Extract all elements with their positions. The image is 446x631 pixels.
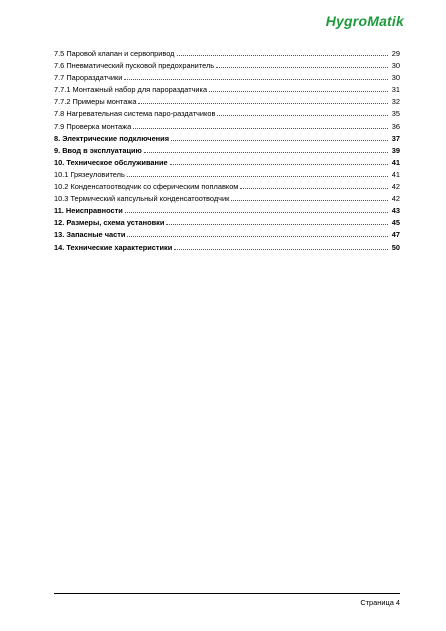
toc-leader-dots — [125, 204, 388, 213]
toc-entry-page: 31 — [391, 85, 400, 95]
toc-entry-page: 35 — [391, 109, 400, 119]
toc-leader-dots — [240, 180, 388, 189]
toc-entry-title: 7.9 Проверка монтажа — [54, 121, 132, 131]
toc-entry-title: 11. Неисправности — [54, 206, 123, 216]
toc-entry-page: 29 — [391, 49, 400, 58]
toc-entry[interactable] — [54, 204, 400, 216]
toc-entry-page: 42 — [391, 194, 400, 204]
toc-entry-page: 41 — [391, 169, 400, 179]
toc-leader-dots — [127, 228, 388, 237]
toc-entry[interactable] — [54, 180, 400, 192]
toc-entry-title: 13. Запасные части — [54, 230, 126, 240]
toc-entry-title: 10.3 Термический капсульный конденсатоотводчик — [54, 194, 230, 204]
logo-part-hygro: Hygro — [325, 13, 368, 29]
toc-entry-title: 9. Ввод в эксплуатацию — [54, 145, 142, 155]
hygromatik-logo — [326, 13, 404, 29]
toc-entry-title: 7.6 Пневматический пусковой предохранитель — [54, 61, 215, 71]
toc-entry-page: 45 — [391, 218, 400, 228]
toc-entry-page: 50 — [391, 242, 400, 252]
toc-entry[interactable] — [54, 228, 400, 240]
toc-entry-title: 8. Электрические подключения — [54, 133, 170, 143]
toc-leader-dots — [166, 216, 388, 225]
toc-entry-page: 47 — [391, 230, 400, 240]
toc-entry-title: 10. Техническое обслуживание — [54, 157, 168, 167]
toc-leader-dots — [144, 144, 388, 153]
toc-leader-dots — [170, 156, 388, 165]
toc-entry[interactable] — [54, 95, 400, 107]
toc-entry[interactable] — [54, 59, 400, 71]
toc-leader-dots — [231, 192, 388, 201]
logo-part-matik: Matik — [367, 13, 404, 29]
toc-entry-page: 41 — [391, 157, 400, 167]
toc-entry[interactable] — [54, 83, 400, 95]
toc-entry[interactable] — [54, 107, 400, 119]
toc-leader-dots — [209, 83, 388, 92]
toc-entry-title: 10.1 Грязеуловитель — [54, 169, 125, 179]
toc-entry[interactable] — [54, 47, 400, 59]
toc-entry-page: 42 — [391, 182, 400, 192]
toc-entry-page: 32 — [391, 97, 400, 107]
toc-entry[interactable] — [54, 71, 400, 83]
toc-entry-page: 37 — [391, 133, 400, 143]
toc-entry-page: 43 — [391, 206, 400, 216]
toc-entry-page: 36 — [391, 121, 400, 131]
toc-leader-dots — [138, 95, 388, 104]
toc-entry-title: 7.7.2 Примеры монтажа — [54, 97, 137, 107]
toc-entry[interactable] — [54, 241, 400, 253]
toc-entry[interactable] — [54, 192, 400, 204]
toc-entry-title: 14. Технические характеристики — [54, 242, 173, 252]
toc-entry[interactable] — [54, 156, 400, 168]
toc-leader-dots — [133, 120, 388, 129]
footer-divider — [54, 593, 400, 594]
toc-leader-dots — [216, 59, 388, 68]
toc-leader-dots — [124, 71, 388, 80]
toc-leader-dots — [174, 241, 388, 250]
toc-entry[interactable] — [54, 168, 400, 180]
toc-leader-dots — [177, 47, 389, 56]
toc-entry-page: 30 — [391, 73, 400, 83]
toc-entry-title: 10.2 Конденсатоотводчик со сферическим поплавком — [54, 182, 239, 192]
toc-entry-title: 7.8 Нагревательная система паро-раздатчиков — [54, 109, 216, 119]
toc-leader-dots — [171, 132, 388, 141]
toc-entry-page: 39 — [391, 145, 400, 155]
toc-entry-title: 7.7 Пароpаздатчики — [54, 73, 123, 83]
toc-entry-title: 7.5 Паровой клапан и сервопривод — [54, 49, 175, 58]
toc-entry[interactable] — [54, 120, 400, 132]
toc-entry[interactable] — [54, 216, 400, 228]
table-of-contents — [54, 47, 400, 253]
page-number-label: Страница 4 — [360, 598, 400, 607]
toc-entry-title: 7.7.1 Монтажный набор для пароpаздатчика — [54, 85, 208, 95]
toc-leader-dots — [127, 168, 388, 177]
toc-entry[interactable] — [54, 144, 400, 156]
toc-entry[interactable] — [54, 132, 400, 144]
toc-entry-page: 30 — [391, 61, 400, 71]
toc-leader-dots — [217, 107, 388, 116]
toc-entry-title: 12. Размеры, схема установки — [54, 218, 165, 228]
